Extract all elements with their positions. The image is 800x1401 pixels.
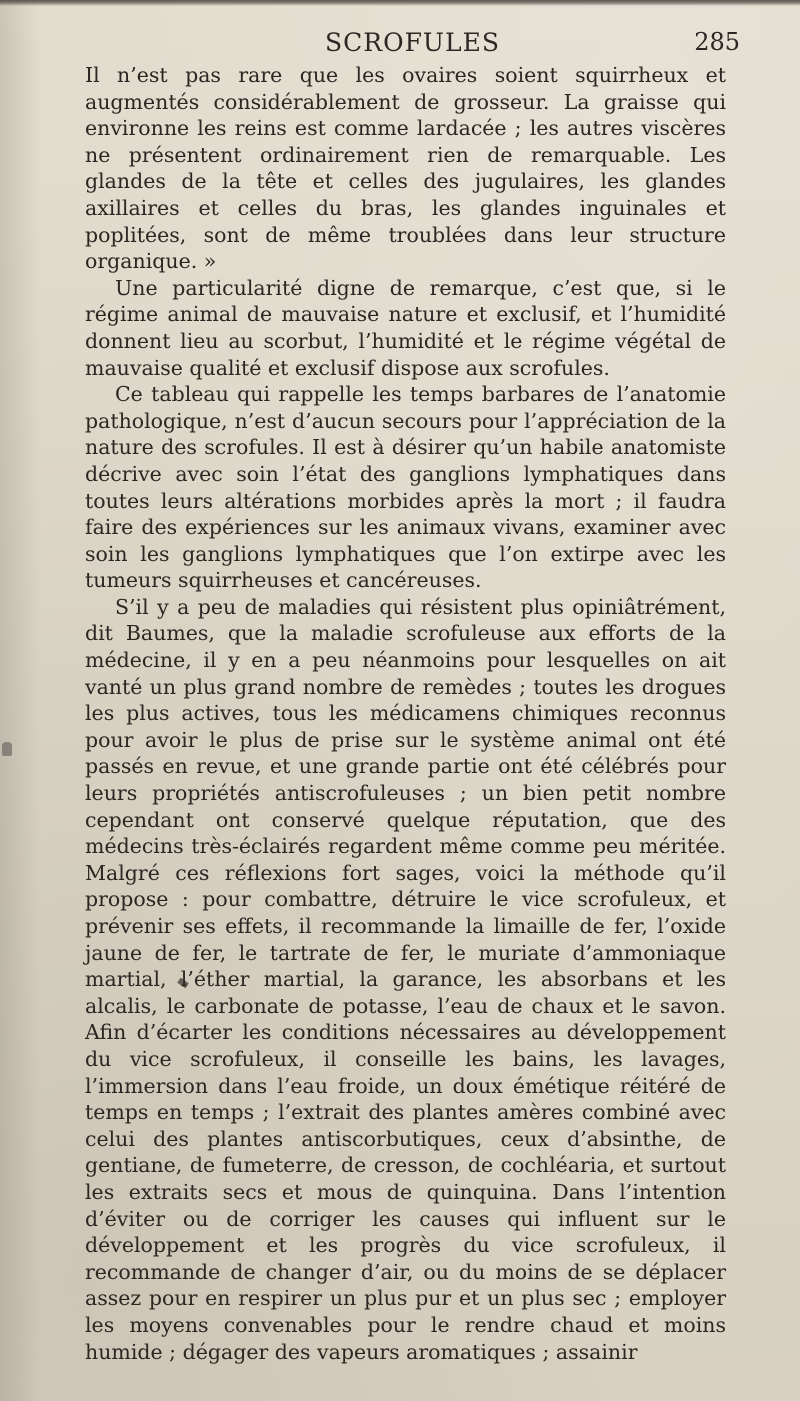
page-top-edge xyxy=(0,0,800,6)
paragraph: S’il y a peu de maladies qui résistent plus opiniâtrément, dit Baumes, que la maladie scrofuleuse aux efforts de la médecine, il y en a peu néanmoins pour lesquelles on ait vanté un plus grand nombre de remèdes ; toutes les drogues les plus actives, tous les médicamens chimiques reconnus pour avoir le plus de prise sur le système animal ont été passés en revue, et une grande partie ont été célébrés pour leurs propriétés antiscrofuleuses ; un bien petit nombre cependant ont conservé quelque réputation, que des médecins très-éclairés regardent même comme peu méritée. Malgré ces réflexions fort sages, voici la méthode qu’il propose : pour combattre, détruire le vice scrofuleux, et prévenir ses effets, il recommande la limaille de fer, l’oxide jaune de fer, le tartrate de fer, le muriate d’ammoniaque martial, l’éther martial, la garance, les absorbans et les alcalis, le carbonate de potasse, l’eau de chaux et le savon. Afin d’écarter les conditions nécessaires au développement du vice scrofuleux, il conseille les bains, les lavages, l’immersion dans l’eau froide, un doux émétique réitéré de temps en temps ; l’extrait des plantes amères combiné avec celui des plantes antiscorbutiques, ceux d’absinthe, de gentiane, de fumeterre, de cresson, de cochléaria, et surtout les extraits secs et mous de quinquina. Dans l’intention d’éviter ou de corriger les causes qui influent sur le développement et les progrès du vice scrofuleux, il recommande de changer d’air, ou du moins de se déplacer assez pour en respirer un plus pur et un plus sec ; employer les moyens convenables pour le rendre chaud et moins humide ; dégager des vapeurs aromatiques ; assainir xyxy=(85,594,726,1364)
paragraph: Ce tableau qui rappelle les temps barbares de l’anatomie pathologique, n’est d’aucun secours pour l’appréciation de la nature des scrofules. Il est à désirer qu’un habile anatomiste décrive avec soin l’état des ganglions lymphatiques dans toutes leurs altérations morbides après la mort ; il faudra faire des expériences sur les animaux vivans, examiner avec soin les ganglions lymphatiques que l’on extirpe avec les tumeurs squirrheuses et cancéreuses. xyxy=(85,382,726,593)
page-gutter-shadow xyxy=(0,0,40,1401)
paragraph: Une particularité digne de remarque, c’est que, si le régime animal de mauvaise nature et exclusif, et l’humidité donnent lieu au scorbut, l’humidité et le régime végétal de mauvaise qualité et exclusif dispose aux scrofules. xyxy=(85,275,726,380)
paragraph: Il n’est pas rare que les ovaires soient squirrheux et augmentés considérablement de grosseur. La graisse qui environne les reins est comme lardacée ; les autres viscères ne présentent ordinairement rien de remarquable. Les glandes de la tête et celles des jugulaires, les glandes axillaires et celles du bras, les glandes inguinales et poplitées, sont de même troublées dans leur structure organique. » xyxy=(85,63,726,274)
running-header xyxy=(85,24,740,60)
margin-blemish xyxy=(2,742,12,756)
running-title: SCROFULES xyxy=(325,28,500,57)
body-text xyxy=(85,62,726,1365)
page-number: 285 xyxy=(694,28,740,56)
